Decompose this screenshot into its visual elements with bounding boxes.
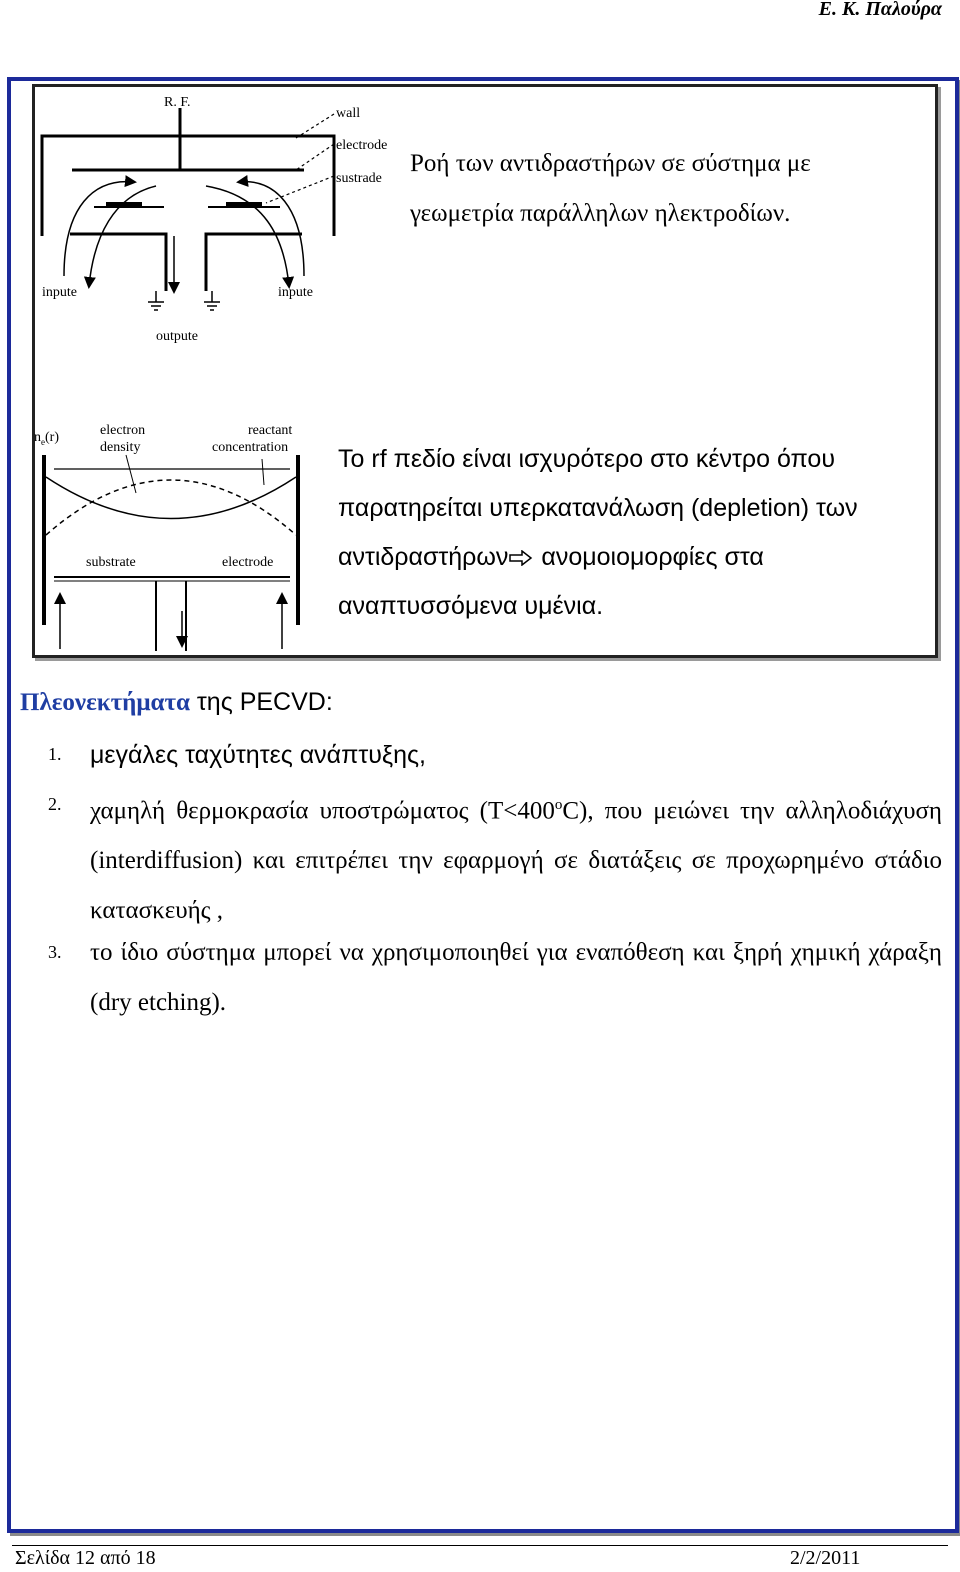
electron-density-label: density (100, 440, 141, 455)
list-item: το ίδιο σύστημα μπορεί να χρησιμοποιηθεί για εναπόθεση και ξηρή χημική χάραξη (dry etching). (90, 939, 942, 1016)
wall-label: wall (336, 106, 361, 121)
sustrade-label: sustrade (336, 171, 382, 186)
density-profile-diagram (34, 415, 334, 651)
electron-density-label: electron (100, 423, 146, 438)
list-item: μεγάλες ταχύτητες ανάπτυξης, (90, 741, 426, 769)
list-number: 3. (48, 942, 62, 962)
output-label: outpute (156, 329, 198, 344)
advantages-title: Πλεονεκτήματα της PECVD: (20, 688, 333, 716)
input-right-label: inpute (278, 285, 313, 300)
input-left-label: inpute (42, 285, 77, 300)
electrode-label: electrode (336, 138, 388, 153)
depletion-caption-line: αντιδραστήρων ανομοιομορφίες στα (338, 543, 764, 571)
depletion-caption-line: αναπτυσσόμενα υμένια. (338, 592, 604, 620)
flow-caption (410, 139, 910, 239)
implies-arrow-icon (508, 550, 534, 566)
reactant-label: concentration (212, 440, 289, 455)
depletion-caption (338, 435, 918, 631)
footer-date: 2/2/2011 (790, 1547, 861, 1569)
page-number: Σελίδα 12 από 18 (15, 1547, 156, 1569)
ne-label: $n_e(r)$ (34, 430, 59, 447)
rf-label: R. F. (164, 95, 191, 110)
flow-caption-line: γεωμετρία παράλληλων ηλεκτροδίων. (410, 200, 791, 227)
depletion-caption-line: Το rf πεδίο είναι ισχυρότερο στο κέντρο όπου (338, 445, 836, 473)
list-number: 1. (48, 744, 62, 764)
list-item: χαμηλή θερμοκρασία υποστρώματος $(T<400^oC)$, που μειώνει την αλληλοδιάχυση (interdiffusion) και επιτρέπει την εφαρμογή σε διατάξεις σε προχωρημένο στάδιο κατασκευής , (90, 797, 942, 925)
reactant-label: reactant (248, 423, 293, 438)
reactor-flow-diagram (34, 86, 414, 356)
substrate-label: substrate (86, 555, 136, 570)
list-number: 2. (48, 794, 62, 814)
depletion-caption-line: παρατηρείται υπερκατανάλωση (depletion) των (338, 494, 858, 522)
flow-caption-line: Ροή των αντιδραστήρων σε σύστημα με (410, 150, 811, 177)
footer-divider (12, 1545, 948, 1546)
header-author: Ε. Κ. Παλούρα (818, 0, 942, 20)
electrode-label: electrode (222, 555, 274, 570)
